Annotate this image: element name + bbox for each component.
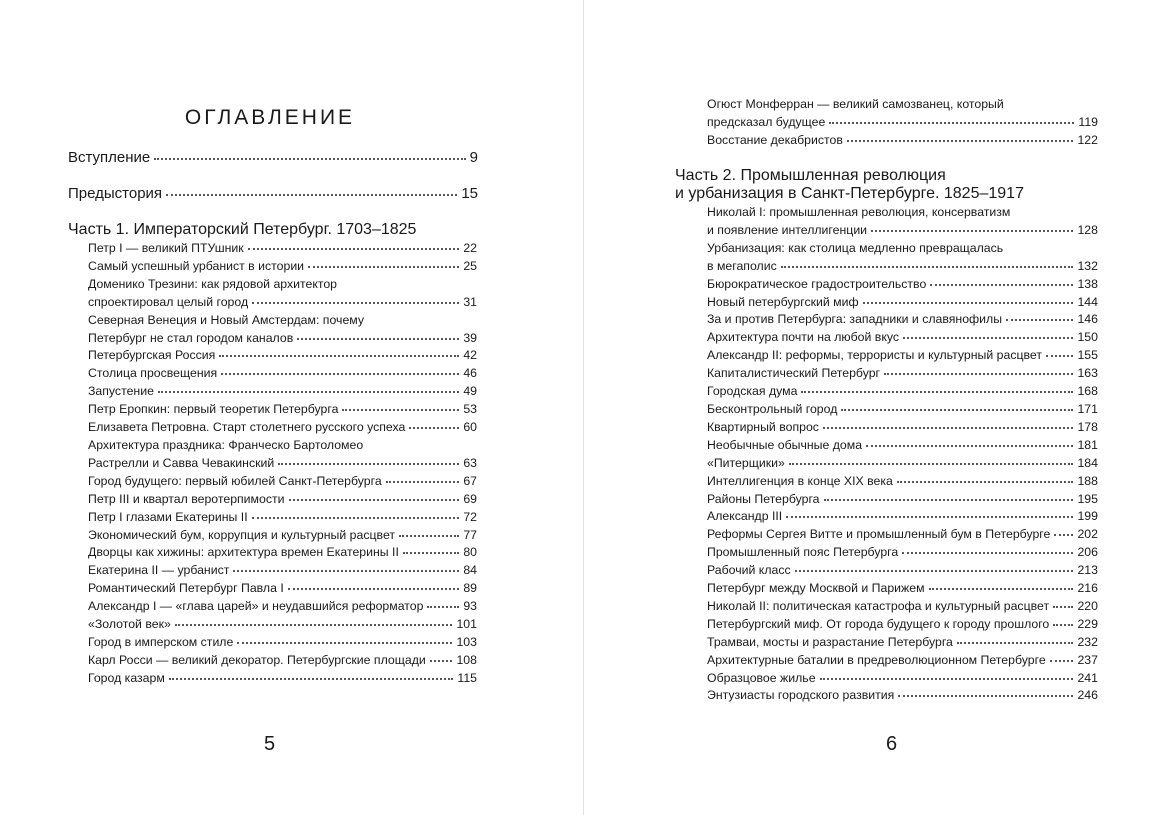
entry-line — [707, 114, 1098, 132]
toc-entry[interactable] — [88, 634, 477, 652]
dot-leader — [221, 372, 459, 375]
part1-continued-entries — [707, 96, 1098, 150]
left-page — [0, 0, 583, 815]
dot-leader — [1054, 533, 1073, 536]
entry-page: 115 — [457, 670, 477, 685]
toc-entry[interactable] — [707, 419, 1098, 437]
entry-page: 49 — [463, 384, 477, 399]
entry-page: 188 — [1077, 473, 1098, 488]
toc-entry[interactable] — [88, 347, 477, 365]
entry-title: Екатерина II — урбанист — [88, 563, 230, 578]
dot-leader — [957, 641, 1074, 644]
entry-title: предсказал будущее — [707, 114, 826, 129]
entry-title: Петербург не стал городом каналов — [88, 330, 294, 345]
toc-entry[interactable] — [707, 508, 1098, 526]
entry-line — [88, 276, 477, 294]
entry-title: Архитектура почти на любой вкус — [707, 330, 900, 345]
entry-title: Город казарм — [88, 670, 165, 685]
entry-page: 93 — [463, 599, 477, 614]
toc-entry[interactable] — [88, 652, 477, 670]
toc-entry-prehistory[interactable] — [68, 185, 478, 202]
entry-title: Елизавета Петровна. Старт столетнего русского успеха — [88, 420, 406, 435]
entry-line — [88, 670, 477, 688]
entry-line — [707, 401, 1098, 419]
toc-entry[interactable] — [88, 419, 477, 437]
toc-entry[interactable] — [707, 437, 1098, 455]
toc-entry[interactable] — [88, 544, 477, 562]
entry-line — [88, 527, 477, 545]
toc-entry[interactable] — [707, 329, 1098, 347]
entry-title: Самый успешный урбанист в истории — [88, 258, 305, 273]
entry-page: 229 — [1077, 616, 1098, 631]
dot-leader — [386, 480, 460, 483]
entry-line — [707, 616, 1098, 634]
entry-page: 77 — [463, 527, 477, 542]
entry-title: Доменико Трезини: как рядовой архитектор — [88, 276, 338, 291]
entry-line — [707, 508, 1098, 526]
dot-leader — [233, 569, 459, 572]
part2-heading — [675, 167, 1024, 203]
dot-leader — [829, 121, 1074, 124]
entry-page: 9 — [469, 149, 478, 166]
entry-title: Трамваи, мосты и разрастание Петербурга — [707, 634, 953, 649]
entry-page: 119 — [1078, 114, 1098, 129]
entry-title: Петербург между Москвой и Парижем — [707, 581, 925, 596]
entry-line — [707, 96, 1098, 114]
entry-title: Бесконтрольный город — [707, 401, 838, 416]
dot-leader — [871, 229, 1073, 232]
entry-line — [707, 562, 1098, 580]
dot-leader — [169, 677, 454, 680]
entry-line — [707, 222, 1098, 240]
entry-page: 216 — [1077, 581, 1098, 596]
entry-line — [707, 473, 1098, 491]
toc-entry[interactable] — [707, 687, 1098, 705]
entry-line — [707, 347, 1098, 365]
entry-page: 42 — [463, 348, 477, 363]
dot-leader — [820, 677, 1074, 680]
entry-line — [707, 652, 1098, 670]
toc-entry[interactable] — [707, 634, 1098, 652]
toc-entry[interactable] — [707, 544, 1098, 562]
entry-title: «Золотой век» — [88, 617, 171, 632]
dot-leader — [409, 426, 459, 429]
entry-page: 232 — [1077, 634, 1098, 649]
entry-line — [707, 687, 1098, 705]
entry-page: 163 — [1077, 366, 1098, 381]
toc-entry[interactable] — [88, 527, 477, 545]
dot-leader — [248, 247, 460, 250]
entry-title: Запустение — [88, 384, 154, 399]
entry-title: Квартирный вопрос — [707, 419, 819, 434]
dot-leader — [399, 534, 459, 537]
entry-title: Северная Венеция и Новый Амстердам: почему — [88, 312, 365, 327]
toc-entry[interactable] — [707, 491, 1098, 509]
entry-line — [88, 455, 477, 473]
toc-entry[interactable] — [707, 347, 1098, 365]
dot-leader — [252, 301, 459, 304]
toc-entry[interactable] — [707, 526, 1098, 544]
entry-line — [707, 526, 1098, 544]
entry-page: 220 — [1077, 598, 1098, 613]
dot-leader — [175, 623, 453, 626]
entry-page: 241 — [1077, 670, 1098, 685]
dot-leader — [427, 605, 459, 608]
entry-title: Восстание декабристов — [707, 132, 843, 147]
entry-title: Александр III — [707, 509, 783, 524]
dot-leader — [824, 498, 1074, 501]
dot-leader — [789, 462, 1074, 465]
entry-page: 237 — [1077, 652, 1098, 667]
dot-leader — [278, 462, 459, 465]
entry-page: 195 — [1077, 491, 1098, 506]
toc-entry[interactable] — [707, 365, 1098, 383]
entry-page: 60 — [463, 420, 477, 435]
entry-page: 84 — [463, 563, 477, 578]
entry-title: Дворцы как хижины: архитектура времен Екатерины II — [88, 545, 399, 560]
toc-entry[interactable] — [88, 580, 477, 598]
part2-heading-line: Часть 2. Промышленная революция — [675, 167, 946, 184]
toc-entry[interactable] — [707, 598, 1098, 616]
entry-title: спроектировал целый город — [88, 294, 249, 309]
entry-title: Растрелли и Савва Чевакинский — [88, 455, 275, 470]
entry-title: Интеллигенция в конце XIX века — [707, 473, 893, 488]
toc-entry[interactable] — [88, 383, 477, 401]
entry-title: Петр I — великий ПТУшник — [88, 241, 244, 255]
dot-leader — [252, 516, 460, 519]
page-number: 5 — [264, 733, 276, 755]
dot-leader — [903, 336, 1073, 339]
entry-title: Рабочий класс — [707, 563, 791, 578]
dot-leader — [166, 193, 457, 196]
entry-title: Город в имперском стиле — [88, 634, 234, 649]
dot-leader — [866, 444, 1073, 447]
entry-line — [707, 580, 1098, 598]
part1-entries — [88, 240, 477, 688]
entry-page: 103 — [456, 634, 477, 649]
entry-title: Александр I — «глава царей» и неудавшийся реформатор — [88, 599, 424, 614]
entry-page: 168 — [1077, 384, 1098, 399]
toc-entry[interactable] — [707, 240, 1098, 276]
entry-page: 108 — [456, 652, 477, 667]
entry-line — [707, 419, 1098, 437]
entry-title: Александр II: реформы, террористы и культурный расцвет — [707, 348, 1042, 363]
entry-page: 199 — [1077, 509, 1098, 524]
dot-leader — [781, 265, 1074, 268]
toc-entry[interactable] — [707, 96, 1098, 132]
dot-leader — [403, 551, 459, 554]
dot-leader — [1006, 318, 1073, 321]
toc-entry[interactable] — [707, 616, 1098, 634]
entry-line — [88, 383, 477, 401]
toc-entry[interactable] — [88, 365, 477, 383]
entry-title: Необычные обычные дома — [707, 437, 863, 452]
entry-line — [707, 132, 1098, 150]
entry-page: 150 — [1077, 330, 1098, 345]
toc-entry[interactable] — [88, 276, 477, 312]
toc-entry[interactable] — [707, 276, 1098, 294]
dot-leader — [342, 408, 459, 411]
entry-page: 69 — [463, 491, 477, 506]
entry-title: Энтузиасты городского развития — [707, 688, 895, 703]
entry-page: 178 — [1077, 419, 1098, 434]
toc-entry-intro[interactable] — [68, 149, 478, 166]
entry-page: 22 — [463, 241, 477, 255]
toc-title: ОГЛАВЛЕНИЕ — [184, 106, 356, 130]
entry-line — [88, 580, 477, 598]
entry-line — [88, 616, 477, 634]
toc-entry[interactable] — [707, 294, 1098, 312]
entry-title: Бюрократическое градостроительство — [707, 276, 927, 291]
toc-entry[interactable] — [88, 240, 477, 258]
entry-page: 89 — [463, 581, 477, 596]
page-number: 6 — [886, 733, 898, 755]
entry-line — [88, 473, 477, 491]
toc-entry[interactable] — [707, 401, 1098, 419]
right-page — [584, 0, 1168, 815]
entry-line — [707, 276, 1098, 294]
entry-page: 213 — [1077, 563, 1098, 578]
part2-heading-line: и урбанизация в Санкт-Петербурге. 1825–1917 — [675, 185, 1024, 202]
dot-leader — [289, 498, 460, 501]
entry-title: «Питерщики» — [707, 455, 785, 470]
dot-leader — [237, 641, 452, 644]
entry-title: Предыстория — [68, 185, 163, 202]
entry-line — [707, 365, 1098, 383]
toc-entry[interactable] — [707, 580, 1098, 598]
dot-leader — [801, 390, 1073, 393]
entry-line — [88, 598, 477, 616]
entry-line — [88, 330, 477, 348]
dot-leader — [930, 283, 1073, 286]
entry-line — [707, 437, 1098, 455]
entry-line — [88, 347, 477, 365]
entry-line — [88, 509, 477, 527]
entry-page: 246 — [1077, 688, 1098, 703]
dot-leader — [430, 659, 453, 662]
entry-line — [707, 383, 1098, 401]
entry-title: Петербургская Россия — [88, 348, 216, 363]
entry-title: Карл Росси — великий декоратор. Петербургские площади — [88, 652, 426, 667]
entry-line — [707, 311, 1098, 329]
entry-page: 146 — [1077, 312, 1098, 327]
entry-page: 101 — [456, 617, 477, 632]
dot-leader — [786, 515, 1073, 518]
entry-title: Экономический бум, коррупция и культурный расцвет — [88, 527, 396, 542]
toc-entry[interactable] — [88, 401, 477, 419]
entry-title: Архитектурные баталии в предреволюционном Петербурге — [707, 652, 1046, 667]
entry-title: Вступление — [68, 149, 151, 166]
dot-leader — [308, 265, 459, 268]
entry-title: Петр I глазами Екатерины II — [88, 509, 248, 524]
entry-line — [707, 634, 1098, 652]
entry-title: Реформы Сергея Витте и промышленный бум в Петербурге — [707, 527, 1051, 542]
entry-title: Город будущего: первый юбилей Санкт-Петербурга — [88, 473, 382, 488]
entry-line — [88, 544, 477, 562]
entry-page: 181 — [1077, 437, 1098, 452]
entry-title: в мегаполис — [707, 258, 777, 273]
dot-leader — [219, 354, 459, 357]
entry-line — [88, 312, 477, 330]
entry-line — [88, 401, 477, 419]
entry-title: Урбанизация: как столица медленно превращалась — [707, 240, 1004, 255]
toc-entry[interactable] — [88, 491, 477, 509]
dot-leader — [841, 408, 1073, 411]
entry-page: 184 — [1077, 455, 1098, 470]
toc-entry[interactable] — [707, 311, 1098, 329]
entry-title: Районы Петербурга — [707, 491, 820, 506]
toc-entry[interactable] — [707, 473, 1098, 491]
toc-entry[interactable] — [88, 473, 477, 491]
toc-entry[interactable] — [707, 132, 1098, 150]
dot-leader — [902, 551, 1073, 554]
entry-page: 46 — [463, 366, 477, 381]
toc-entry[interactable] — [707, 670, 1098, 688]
entry-page: 63 — [463, 455, 477, 470]
entry-page: 25 — [463, 258, 477, 273]
toc-entry[interactable] — [88, 312, 477, 348]
entry-page: 72 — [463, 509, 477, 524]
entry-line — [707, 455, 1098, 473]
entry-page: 80 — [463, 545, 477, 560]
entry-page: 39 — [463, 330, 477, 345]
entry-title: Романтический Петербург Павла I — [88, 581, 284, 596]
toc-entry[interactable] — [707, 455, 1098, 473]
dot-leader — [297, 337, 459, 340]
entry-line — [88, 634, 477, 652]
entry-title: Архитектура праздника: Франческо Бартоломео — [88, 437, 364, 452]
entry-title: и появление интеллигенции — [707, 222, 868, 237]
entry-line — [707, 544, 1098, 562]
entry-page: 53 — [463, 402, 477, 417]
toc-entry[interactable] — [707, 652, 1098, 670]
entry-title: Петр Еропкин: первый теоретик Петербурга — [88, 402, 339, 417]
entry-line — [707, 204, 1098, 222]
entry-line — [707, 670, 1098, 688]
entry-page: 171 — [1077, 401, 1098, 416]
entry-line — [707, 294, 1098, 312]
dot-leader — [1053, 605, 1073, 608]
dot-leader — [898, 694, 1073, 697]
entry-title: За и против Петербурга: западники и славянофилы — [707, 312, 1003, 327]
entry-page: 67 — [463, 473, 477, 488]
dot-leader — [847, 139, 1074, 142]
toc-entry[interactable] — [88, 258, 477, 276]
entry-title: Огюст Монферран — великий самозванец, который — [707, 97, 1004, 111]
entry-title: Промышленный пояс Петербурга — [707, 545, 899, 560]
entry-line — [88, 294, 477, 312]
toc-entry[interactable] — [88, 509, 477, 527]
entry-line — [88, 437, 477, 455]
entry-line — [88, 258, 477, 276]
entry-line — [707, 258, 1098, 276]
entry-line — [88, 240, 477, 258]
dot-leader — [795, 569, 1074, 572]
entry-line — [88, 491, 477, 509]
toc-entry[interactable] — [707, 383, 1098, 401]
entry-title: Новый петербургский миф — [707, 294, 859, 309]
dot-leader — [154, 157, 465, 160]
entry-line — [707, 598, 1098, 616]
entry-page: 122 — [1077, 132, 1098, 147]
dot-leader — [823, 426, 1074, 429]
entry-page: 144 — [1077, 294, 1098, 309]
entry-title: Столица просвещения — [88, 366, 218, 381]
dot-leader — [1046, 354, 1074, 357]
entry-page: 206 — [1077, 545, 1098, 560]
dot-leader — [1050, 659, 1074, 662]
entry-title: Образцовое жилье — [707, 670, 816, 685]
entry-page: 132 — [1077, 258, 1098, 273]
toc-entry[interactable] — [88, 562, 477, 580]
entry-title: Петербургский миф. От города будущего к городу прошлого — [707, 616, 1050, 631]
toc-entry[interactable] — [707, 204, 1098, 240]
entry-title: Николай I: промышленная революция, консерватизм — [707, 205, 1011, 219]
entry-page: 202 — [1077, 527, 1098, 542]
entry-page: 128 — [1077, 222, 1098, 237]
toc-entry[interactable] — [707, 562, 1098, 580]
entry-line — [88, 652, 477, 670]
entry-line — [88, 562, 477, 580]
entry-title: Городская дума — [707, 384, 798, 399]
dot-leader — [288, 587, 460, 590]
part1-heading: Часть 1. Императорский Петербург. 1703–1825 — [68, 221, 417, 238]
entry-title: Петр III и квартал веротерпимости — [88, 491, 285, 506]
entry-page: 31 — [463, 294, 477, 309]
entry-page: 15 — [461, 185, 478, 202]
entry-page: 138 — [1077, 276, 1098, 291]
toc-entry[interactable] — [88, 670, 477, 688]
dot-leader — [897, 480, 1074, 483]
entry-line — [707, 240, 1098, 258]
dot-leader — [929, 587, 1074, 590]
dot-leader — [1053, 623, 1073, 626]
entry-page: 155 — [1077, 348, 1098, 363]
toc-entry[interactable] — [88, 616, 477, 634]
entry-line — [707, 329, 1098, 347]
entry-line — [707, 491, 1098, 509]
dot-leader — [884, 372, 1073, 375]
toc-entry[interactable] — [88, 437, 477, 473]
part2-entries — [707, 204, 1098, 705]
dot-leader — [863, 301, 1074, 304]
toc-entry[interactable] — [88, 598, 477, 616]
entry-line — [88, 419, 477, 437]
dot-leader — [158, 390, 459, 393]
entry-title: Николай II: политическая катастрофа и культурный расцвет — [707, 598, 1050, 613]
entry-title: Капиталистический Петербург — [707, 366, 881, 381]
entry-line — [88, 365, 477, 383]
